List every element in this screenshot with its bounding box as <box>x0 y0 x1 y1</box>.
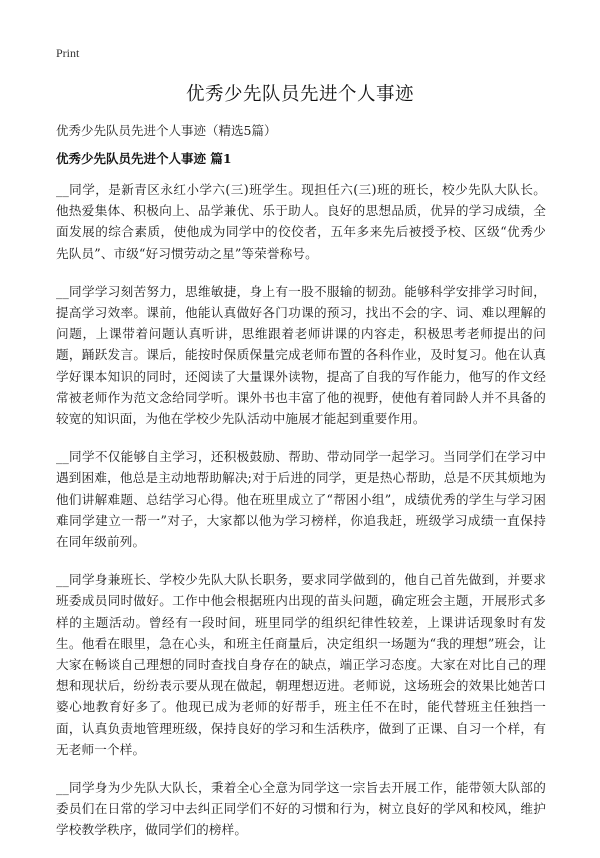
section-heading: 优秀少先队员先进个人事迹 篇1 <box>56 151 232 166</box>
document-body <box>56 179 546 858</box>
paragraph-2: __同学学习刻苦努力，思维敏捷，身上有一股不服输的韧劲。能够科学安排学习时间，提高学习效率。课前，他能认真做好各门功课的预习，找出不会的字、词、难以理解的问题，上课带着问题认真听讲，思维跟着老师讲课的内容走，积极思考老师提出的问题，踊跃发言。课后，能按时保质保量完成老师布置的各科作业，及时复习。他在认真学好课本知识的同时，还阅读了大量课外读物，提高了自我的写作能力，他写的作文经常被老师作为范文念给同学听。课外书也丰富了他的视野，使他有着同龄人并不具备的较宽的知识面，为他在学校少先队活动中施展才能起到重要作用。 <box>56 283 546 427</box>
paragraph-3: __同学不仅能够自主学习，还积极鼓励、帮助、带动同学一起学习。当同学们在学习中遇到困难，他总是主动地帮助解决;对于后进的同学，更是热心帮助，总是不厌其烦地为他们讲解难题、总结学习心得。他在班里成立了“帮困小组”，成绩优秀的学生与学习困难同学建立一帮一”对子，大家都以他为学习榜样，你追我赶，班级学习成绩一直保持在同年级前列。 <box>56 449 546 550</box>
document-title: 优秀少先队员先进个人事迹 <box>185 84 414 105</box>
paragraph-5: __同学身为少先队大队长，秉着全心全意为同学这一宗旨去开展工作，能带领大队部的委员们在日常的学习中去纠正同学们不好的习惯和行为，树立良好的学风和校风，维护学校教学秩序，做同学们的榜样。 <box>56 780 546 838</box>
paragraph-1: __同学，是新青区永红小学六(三)班学生。现担任六(三)班的班长，校少先队大队长。他热爱集体、积极向上、品学兼优、乐于助人。良好的思想品质，优异的学习成绩，全面发展的综合素质，使他成为同学中的佼佼者，五年多来先后被授予校、区级“优秀少先队员”、市级“好习惯劳动之星”等荣誉称号。 <box>56 182 546 261</box>
paragraph-4: __同学身兼班长、学校少先队大队长职务，要求同学做到的，他自己首先做到，并要求班委成员同时做好。工作中他会根据班内出现的苗头问题，确定班会主题，开展形式多样的主题活动。曾经有一段时间，班里同学的组织纪律性较差，上课讲话现象时有发生。他看在眼里，急在心头，和班主任商量后，决定组织一场题为“我的理想”班会，让大家在畅谈自己理想的同时查找自身存在的缺点，端正学习态度。大家在对比自己的理想和现状后，纷纷表示要从现在做起，朝理想迈进。老师说，这场班会的效果比她苦口婆心地教育好多了。他现已成为老师的好帮手，班主任不在时，能代替班主任独挡一面，认真负责地管理班级，保持良好的学习和生活秩序，做到了正课、自习一个样，有无老师一个样。 <box>56 572 546 757</box>
document-subtitle: 优秀少先队员先进个人事迹（精选5篇） <box>56 123 277 138</box>
print-label[interactable]: Print <box>56 46 80 60</box>
